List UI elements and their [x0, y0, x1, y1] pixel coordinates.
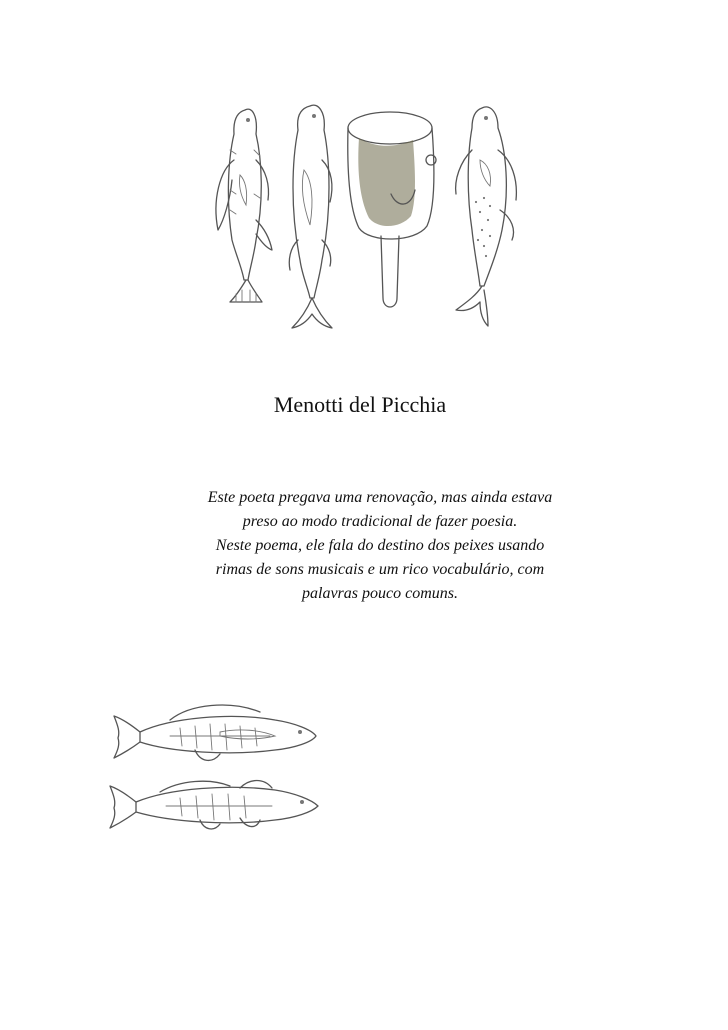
fish-icon [114, 705, 316, 760]
intro-line: Este poeta pregava uma renovação, mas ainda estava [207, 489, 553, 506]
intro-line: rimas de sons musicais e um rico vocabulário, com [215, 561, 545, 578]
intro-line: Neste poema, ele fala do destino dos peixes usando [215, 537, 545, 554]
frying-pan-icon [348, 112, 436, 307]
intro-line: preso ao modo tradicional de fazer poesia. [242, 513, 518, 530]
intro-paragraph [160, 486, 600, 606]
fish-icon [110, 781, 318, 829]
fish-icon [456, 107, 517, 326]
author-name-text: Menotti del Picchia [273, 392, 447, 417]
intro-line: palavras pouco comuns. [302, 585, 458, 602]
fish-icon [289, 105, 332, 328]
two-fish-illustration [100, 690, 340, 840]
fish-icon [216, 109, 272, 302]
fish-and-pan-illustration [190, 90, 550, 340]
author-name [0, 392, 728, 418]
